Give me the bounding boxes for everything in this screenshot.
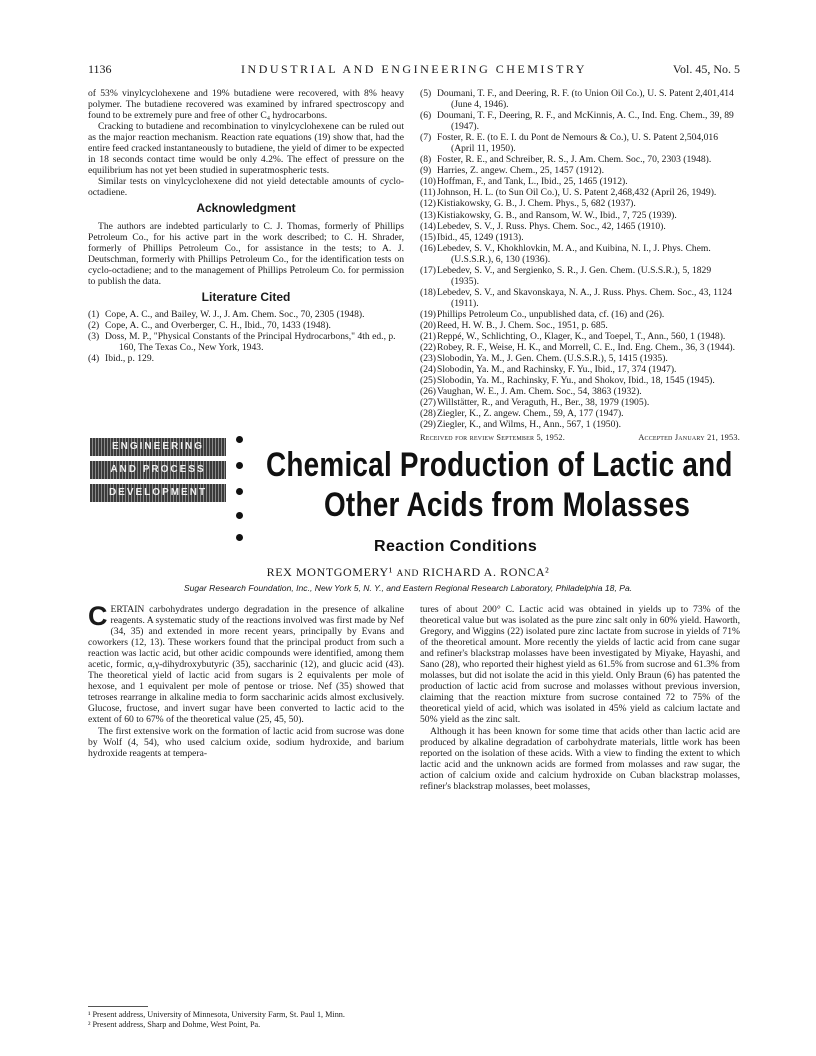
reference-number: (17): [420, 264, 436, 276]
reference-list-right: [420, 88, 740, 430]
body-paragraph: Cracking to butadiene and recombination to vinylcyclohexene can be ruled out as the major reaction mechanism. Reaction rate equations (19) show that, had the entire feed cracked instantaneously to butadiene, the yield of dimer to be expected in 18 seconds contact time would be only 4.2%. The effect of pressure on the equilibrium has not yet been studied in superatmospheric tests.: [88, 121, 404, 177]
reference-text: Phillips Petroleum Co., unpublished data, cf. (16) and (26).: [437, 308, 665, 320]
reference-number: (22): [420, 342, 436, 354]
reference-number: (25): [420, 375, 436, 387]
reference-text: Harries, Z. angew. Chem., 25, 1457 (1912).: [437, 165, 604, 177]
reference-number: (21): [420, 331, 436, 343]
reference-number: (28): [420, 408, 436, 420]
reference-entry: [88, 331, 404, 353]
journal-name: INDUSTRIAL AND ENGINEERING CHEMISTRY: [241, 62, 587, 76]
reference-number: (2): [88, 319, 100, 331]
reference-entry: [420, 353, 740, 364]
received-date: Received for review September 5, 1952.: [420, 433, 566, 443]
reference-number: (8): [420, 154, 432, 166]
article-title-line-2: Other Acids from Molasses: [324, 486, 691, 524]
reference-text: Willstätter, R., and Veraguth, H., Ber., 38, 1979 (1905).: [437, 397, 650, 409]
reference-entry: [420, 210, 740, 221]
reference-entry: [420, 386, 740, 397]
reference-text: Johnson, H. L. (to Sun Oil Co.), U. S. Patent 2,468,432 (April 26, 1949).: [437, 187, 717, 199]
reference-number: (18): [420, 286, 436, 298]
article-left-column: [88, 601, 404, 759]
reference-number: (24): [420, 364, 436, 376]
reference-entry: [420, 88, 740, 110]
author-line: [0, 565, 816, 580]
reference-number: (16): [420, 242, 436, 254]
reference-text: Reed, H. W. B., J. Chem. Soc., 1951, p. 685.: [437, 319, 608, 331]
reference-entry: [420, 187, 740, 198]
reference-list-left: [88, 309, 404, 364]
reference-text: Vaughan, W. E., J. Am. Chem. Soc., 54, 3863 (1932).: [437, 386, 642, 398]
reference-entry: [420, 165, 740, 176]
reference-number: (20): [420, 319, 436, 331]
reference-entry: [420, 132, 740, 154]
acknowledgment-paragraph: The authors are indebted particularly to C. J. Thomas, formerly of Phillips Petroleum Co., for his active part in the work described; to C. H. Shrader, formerly of Phillips Petroleum Co., for assistance in the tests; to A. J. Deutschman, formerly with Phillips Petroleum Co., for the identification tests on cyclo-octadiene; and to the management of Phillips Petroleum Co. for permission to publish the data.: [88, 220, 404, 287]
reference-number: (27): [420, 397, 436, 409]
reference-text: Ibid., p. 129.: [105, 353, 155, 365]
acknowledgment-heading: Acknowledgment: [196, 201, 296, 216]
reference-text: Kistiakowsky, G. B., J. Chem. Phys., 5, 682 (1937).: [437, 198, 636, 210]
author-conjunction: AND: [396, 569, 419, 579]
reference-entry: [420, 309, 740, 320]
accepted-date: Accepted January 21, 1953.: [638, 433, 740, 443]
reference-entry: [420, 342, 740, 353]
reference-entry: [420, 397, 740, 408]
bullet-dot: [236, 512, 243, 519]
reference-text: Cope, A. C., and Bailey, W. J., J. Am. Chem. Soc., 70, 2305 (1948).: [105, 308, 365, 320]
bullet-dot: [236, 462, 243, 469]
reference-text: Doumani, T. F., Deering, R. F., and McKinnis, A. C., Ind. Eng. Chem., 39, 89 (1947).: [437, 110, 734, 133]
reference-text: Doss, M. P., "Physical Constants of the Principal Hydrocarbons," 4th ed., p. 160, The Texas Co., New York, 1943.: [105, 330, 396, 353]
reference-text: Lebedev, S. V., J. Russ. Phys. Chem. Soc., 42, 1465 (1910).: [437, 220, 666, 232]
reference-text: Slobodin, Ya. M., and Rachinsky, F. Yu., Ibid., 17, 374 (1947).: [437, 364, 677, 376]
body-paragraph: The first extensive work on the formation of lactic acid from sucrose was done by Wolf (4, 54), who used calcium oxide, sodium hydroxide, and barium hydroxide reagents at tempera-: [88, 725, 404, 759]
reference-entry: [420, 375, 740, 386]
reference-entry: [420, 243, 740, 265]
reference-text: Cope, A. C., and Overberger, C. H., Ibid., 70, 1433 (1948).: [105, 319, 331, 331]
reference-entry: [420, 331, 740, 342]
reference-text: Foster, R. E., and Schreiber, R. S., J. Am. Chem. Soc., 70, 2303 (1948).: [437, 154, 712, 166]
reference-entry: [420, 176, 740, 187]
reference-text: Slobodin, Ya. M., Rachinsky, F. Yu., and Shokov, Ibid., 18, 1545 (1945).: [437, 375, 715, 387]
reference-text: Foster, R. E. (to E. I. du Pont de Nemours & Co.), U. S. Patent 2,504,016 (April 11, 1950).: [437, 132, 719, 155]
reference-text: Robey, R. F., Weise, H. K., and Morrell, C. E., Ind. Eng. Chem., 36, 3 (1944).: [437, 342, 735, 354]
reference-number: (5): [420, 88, 432, 99]
reference-entry: [420, 110, 740, 132]
reference-number: (13): [420, 209, 436, 221]
banner-line: DEVELOPMENT: [90, 484, 226, 502]
reference-text: Lebedev, S. V., and Sergienko, S. R., J. Gen. Chem. (U.S.S.R.), 5, 1829 (1935).: [437, 264, 712, 287]
footnote: ¹ Present address, University of Minnesota, University Farm, St. Paul 1, Minn.: [88, 1010, 345, 1019]
footnote: ² Present address, Sharp and Dohme, West Point, Pa.: [88, 1019, 261, 1029]
reference-number: (14): [420, 220, 436, 232]
reference-number: (11): [420, 187, 436, 199]
reference-number: (19): [420, 308, 436, 320]
author-name: REX MONTGOMERY¹: [266, 565, 393, 579]
reference-entry: [420, 265, 740, 287]
reference-entry: [88, 353, 404, 364]
article-subtitle: Reaction Conditions: [374, 538, 538, 555]
reference-entry: [420, 320, 740, 331]
reference-text: Hoffman, F., and Tank, L., Ibid., 25, 1465 (1912).: [437, 176, 628, 188]
reference-entry: [420, 287, 740, 309]
reference-text: Lebedev, S. V., Khokhlovkin, M. A., and Kuibina, N. I., J. Phys. Chem. (U.S.S.R.), 6, 130 (1936).: [437, 242, 711, 265]
reference-number: (9): [420, 165, 432, 177]
bullet-dot: [236, 488, 243, 495]
reference-entry: [88, 309, 404, 320]
article-title-line-1: Chemical Production of Lactic and: [266, 446, 733, 484]
reference-text: Doumani, T. F., and Deering, R. F. (to Union Oil Co.), U. S. Patent 2,401,414 (June 4, 1946).: [437, 88, 734, 111]
reference-entry: [420, 232, 740, 243]
volume-issue: Vol. 45, No. 5: [672, 62, 740, 76]
body-paragraph: [88, 601, 404, 726]
reference-number: (7): [420, 132, 432, 144]
reference-text: Ziegler, K., Z. angew. Chem., 59, A, 177 (1947).: [437, 408, 624, 420]
reference-number: (26): [420, 386, 436, 398]
page-number: 1136: [88, 62, 112, 76]
reference-number: (10): [420, 176, 436, 188]
running-head: [88, 62, 740, 78]
drop-cap: C: [88, 601, 108, 631]
paragraph-text: ERTAIN carbohydrates undergo degradation in the presence of alkaline reagents. A systematic study of the reactions involved was first made by Nef (34, 35) and extended in more recent years, principally by Evans and coworkers (12, 13). These workers found that the principal product from such a reaction was lactic acid, but other acidic compounds were identified, among them acetic, formic, α,γ-dihydroxybutyric (35), saccharinic (12), and glucic acid (43). The theoretical yield of lactic acid from sugars is 2 equivalents per mole of hexose, and 1 equivalent per mole of pentose or triose. Nef (35) showed that tetroses rearrange in alkaline media to form saccharinic acids almost exclusively. Glucose, fructose, and invert sugar have been converted to lactic acid to the extent of 60 to 67% of the theoretical value (25, 45, 50).: [88, 604, 404, 726]
reference-text: Lebedev, S. V., and Skavonskaya, N. A., J. Russ. Phys. Chem. Soc., 43, 1124 (1911).: [437, 286, 733, 309]
reference-entry: [420, 154, 740, 165]
reference-entry: [420, 221, 740, 232]
reference-entry: [420, 408, 740, 419]
reference-number: (12): [420, 198, 436, 210]
reference-number: (23): [420, 353, 436, 365]
received-accepted-line: [420, 432, 740, 443]
body-paragraph: Similar tests on vinylcyclohexene did not yield detectable amounts of cyclo-octadiene.: [88, 176, 404, 199]
reference-number: (4): [88, 353, 100, 365]
banner-line: AND PROCESS: [90, 461, 226, 479]
body-paragraph: of 53% vinylcyclohexene and 19% butadiene were recovered, with 8% heavy polymer. The butadiene recovered was examined by infrared spectroscopy and found to be extremely pure and free of other C₄ hydrocarbons.: [88, 88, 404, 122]
footnote-rule: [88, 1006, 148, 1007]
reference-number: (15): [420, 231, 436, 243]
reference-number: (29): [420, 419, 436, 431]
body-paragraph: Although it has been known for some time that acids other than lactic acid are produced by alkaline degradation of carbohydrate materials, little work has been reported on the isolation of these acids. With a view to finding the extent to which lactic acid and the unknown acids are formed from molasses and raw sugar, the action of calcium oxide and calcium hydroxide on Cuban blackstrap molasses, refiner's blackstrap molasses, beet molasses,: [420, 725, 740, 792]
author-name: RICHARD A. RONCA²: [422, 565, 550, 579]
reference-text: Ziegler, K., and Wilms, H., Ann., 567, 1 (1950).: [437, 419, 621, 431]
bullet-dot: [236, 436, 243, 443]
decorative-bullets: [236, 434, 244, 534]
reference-number: (3): [88, 330, 100, 342]
reference-entry: [420, 419, 740, 430]
reference-number: (1): [88, 308, 100, 320]
section-banner: [90, 438, 226, 507]
reference-text: Slobodin, Ya. M., J. Gen. Chem. (U.S.S.R.), 5, 1415 (1935).: [437, 353, 668, 365]
footnotes: [88, 1006, 404, 1029]
reference-entry: [420, 198, 740, 209]
reference-text: Ibid., 45, 1249 (1913).: [437, 231, 524, 243]
reference-text: Reppé, W., Schlichting, O., Klager, K., and Toepel, T., Ann., 560, 1 (1948).: [437, 331, 726, 343]
article-right-column: [420, 604, 740, 792]
banner-line: ENGINEERING: [90, 438, 226, 456]
literature-cited-heading: Literature Cited: [201, 289, 291, 304]
reference-entry: [88, 320, 404, 331]
reference-number: (6): [420, 110, 432, 122]
author-affiliation: Sugar Research Foundation, Inc., New York 5, N. Y., and Eastern Regional Research Laboratory, Philadelphia 18, Pa.: [183, 583, 633, 593]
previous-article-left-column: [88, 88, 404, 364]
reference-entry: [420, 364, 740, 375]
reference-text: Kistiakowsky, G. B., and Ransom, W. W., Ibid., 7, 725 (1939).: [437, 209, 677, 221]
bullet-dot: [236, 534, 243, 541]
previous-article-right-column: [420, 88, 740, 444]
body-paragraph: tures of about 200° C. Lactic acid was obtained in yields up to 73% of the theoretical value but was isolated as the pure zinc salt only in 60% yield. Haworth, Gregory, and Wiggins (22) isolated pure zinc lactate from sucrose in yields of 71% of the theoretical amount. More recently the yields of lactic acid from cane sugar and refiner's blackstrap molasses have been investigated by Miyake, Hayashi, and Sano (28), who reported their highest yield as 61.5% from sucrose and 61.3% from molasses, but did not isolate the acid in this yield. Only Braun (6) has patented the production of lactic acid from sucrose and molasses without previous inversion, claiming that the reaction mixture from sucrose contained 72 to 75% of the theoretical yield of acid, which was isolated in 45% yield as calcium lactate and 50% yield as the zinc salt.: [420, 604, 740, 726]
